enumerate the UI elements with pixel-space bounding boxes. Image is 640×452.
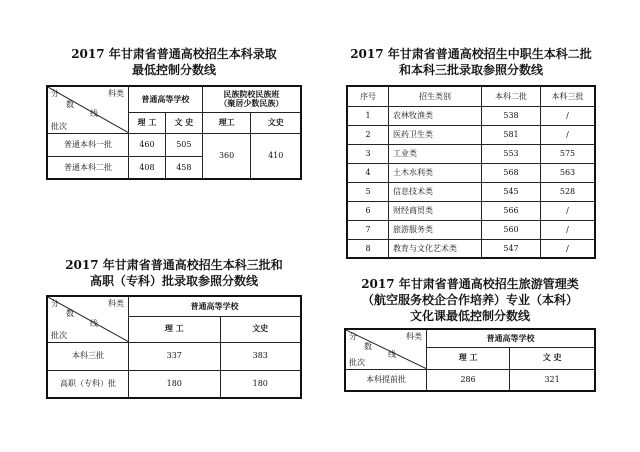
cell-value: 321 [510,369,595,391]
table1-sub-header: 文史 [251,112,301,133]
cell-category: 旅游服务类 [389,220,482,239]
cell-category: 农林牧渔类 [389,106,482,125]
diag-line: 线 [90,109,98,118]
cell-value: 180 [129,370,221,398]
table-row [347,106,595,125]
diag-line: 线 [388,350,396,359]
table-row [47,342,301,370]
cell-category: 财经商贸类 [389,201,482,220]
table2-block [346,46,596,259]
diag-mid2: 数 [66,309,74,318]
cell-value: 553 [482,144,541,163]
table1-title-line1: 2017 年甘肃省普通高校招生本科录取 [71,47,277,61]
diag-mid1: 分 [51,299,59,308]
cell-value: 581 [482,125,541,144]
cell-value: 560 [482,220,541,239]
table1-group2-header [202,86,301,112]
table3-group-header: 普通高等学校 [129,296,302,316]
table2 [346,85,596,259]
table3 [46,295,302,399]
table-row [347,182,595,201]
table3-sub-header: 理 工 [129,316,221,342]
cell-category: 医药卫生类 [389,125,482,144]
diag-top: 科类 [406,332,422,341]
table1-title-line2: 最低控制分数线 [131,63,216,77]
table1-diagonal-header [47,86,129,133]
cell-value: / [541,125,596,144]
diag-line: 线 [90,319,98,328]
group2-line1: 民族院校民族班 [223,89,280,100]
table4 [344,328,596,392]
table2-header: 本科二批 [482,86,541,106]
cell-category: 工业类 [389,144,482,163]
row-label: 本科三批 [47,342,129,370]
cell-value: 383 [220,342,301,370]
diag-bottom: 批次 [51,121,67,131]
cell-value: 538 [482,106,541,125]
diag-bottom: 批次 [51,330,67,340]
table4-title-line3: 文化课最低控制分数线 [409,309,530,323]
cell-index: 3 [347,144,389,163]
cell-category: 信息技术类 [389,182,482,201]
cell-value: 545 [482,182,541,201]
table1-sub-header: 文 史 [165,112,202,133]
cell-index: 6 [347,201,389,220]
table4-title-line1: 2017 年甘肃省普通高校招生旅游管理类 [361,277,579,291]
cell-value: 528 [541,182,596,201]
table1-sub-header: 理工 [202,112,251,133]
table-row [347,239,595,258]
cell-value: 547 [482,239,541,258]
cell-value: 563 [541,163,596,182]
table2-header: 序号 [347,86,389,106]
cell-value: 458 [165,156,202,179]
cell-value: 337 [129,342,221,370]
diag-bottom: 批次 [349,357,365,367]
cell-index: 8 [347,239,389,258]
table4-group-header: 普通高等学校 [427,329,596,347]
table4-title-line2: （航空服务校企合作培养）专业（本科） [361,293,578,307]
cell-index: 4 [347,163,389,182]
table-row [345,369,595,391]
row-label: 高职（专科）批 [47,370,129,398]
table4-sub-header: 文 史 [510,347,595,369]
cell-value: 286 [427,369,510,391]
table-row [47,370,301,398]
diag-mid2: 数 [66,100,74,109]
diag-top: 科类 [108,299,124,308]
cell-index: 1 [347,106,389,125]
cell-category: 教育与文化艺术类 [389,239,482,258]
diag-mid1: 分 [349,332,357,341]
table3-title-line2: 高职（专科）批录取参照分数线 [89,274,258,288]
cell-value: 575 [541,144,596,163]
table2-title-line2: 和本科三批录取参照分数线 [398,63,543,77]
cell-value-merged: 360 [202,133,251,179]
table3-block [46,257,302,399]
row-label: 普通本科二批 [47,156,129,179]
diag-mid1: 分 [51,89,59,98]
cell-value: 180 [220,370,301,398]
table2-header: 本科三批 [541,86,596,106]
table4-block [344,276,596,392]
row-label: 本科提前批 [345,369,427,391]
table3-sub-header: 文史 [220,316,301,342]
cell-value-merged: 410 [251,133,301,179]
table1 [46,85,302,180]
table2-header: 招生类别 [389,86,482,106]
table-row [347,163,595,182]
table1-sub-header: 理 工 [129,112,166,133]
cell-value: 568 [482,163,541,182]
cell-value: / [541,239,596,258]
table-row [347,125,595,144]
table4-sub-header: 理 工 [427,347,510,369]
table3-diagonal-header [47,296,129,342]
table-row [347,220,595,239]
cell-index: 7 [347,220,389,239]
table4-diagonal-header [345,329,427,369]
cell-category: 土木水利类 [389,163,482,182]
cell-index: 5 [347,182,389,201]
table-row [347,144,595,163]
diag-top: 科类 [108,89,124,98]
cell-value: 460 [129,133,166,156]
cell-value: / [541,201,596,220]
table-row [47,133,301,156]
table1-group1-header: 普通高等学校 [129,86,203,112]
diag-mid2: 数 [364,342,372,351]
cell-value: 505 [165,133,202,156]
table1-block [46,46,302,180]
cell-index: 2 [347,125,389,144]
cell-value: 566 [482,201,541,220]
table2-title-line1: 2017 年甘肃省普通高校招生中职生本科二批 [350,47,592,61]
cell-value: 408 [129,156,166,179]
group2-line2: （聚居少数民族） [219,98,284,109]
table-row [347,201,595,220]
row-label: 普通本科一批 [47,133,129,156]
cell-value: / [541,220,596,239]
cell-value: / [541,106,596,125]
table3-title-line1: 2017 年甘肃省普通高校招生本科三批和 [65,258,283,272]
